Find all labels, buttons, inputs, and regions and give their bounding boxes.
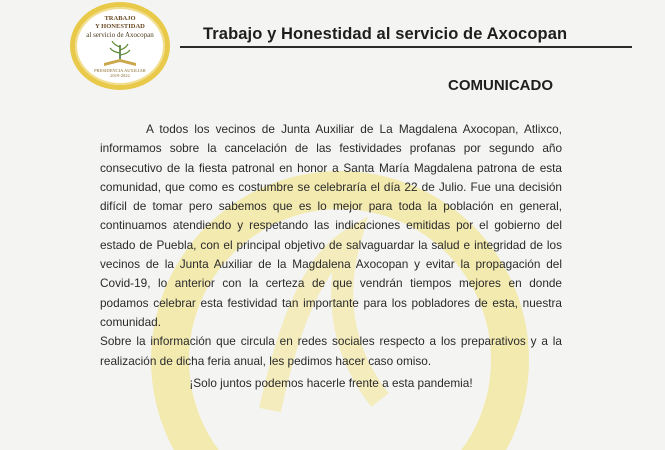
presidency-logo bbox=[70, 2, 170, 90]
paragraph-2: Sobre la información que circula en redes sociales respecto a los preparativos y a la realización de dicha feria anual, les pedimos hacer caso omiso. bbox=[100, 334, 562, 368]
paragraph-1 bbox=[100, 120, 562, 332]
header-divider bbox=[180, 46, 632, 48]
document-heading: COMUNICADO bbox=[448, 77, 553, 94]
statement-body bbox=[100, 120, 562, 371]
logo-line-5: 2019-2022 bbox=[110, 73, 130, 78]
closing-line: ¡Solo juntos podemos hacerle frente a esta pandemia! bbox=[189, 376, 473, 390]
wheat-book-icon bbox=[98, 41, 142, 67]
logo-line-3: al servicio de Axocopan bbox=[86, 31, 154, 39]
paragraph-1-text: A todos los vecinos de Junta Auxiliar de La Magdalena Axocopan, Atlixco, informamos sobre la cancelación de las festividades profanas por segundo año consecutivo de la fiesta patronal en honor a Santa María Magdalena patrona de esta comunidad, que como es costumbre se celebraría el día 22 de Julio. Fue una decisión difícil de tomar pero sabemos que es lo mejor para toda la población en general, continuamos atendiendo y respetando las indicaciones emitidas por el gobierno del estado de Puebla, con el principal objetivo de salvaguardar la salud e integridad de los vecinos de la Junta Auxiliar de la Magdalena Axocopan y evitar la propagación del Covid-19, lo anterior con la certeza de que vendrán tiempos mejores en donde podamos celebrar esta festividad tan importante para los pobladores de esta, nuestra comunidad. bbox=[100, 122, 562, 329]
logo-line-1: TRABAJO bbox=[104, 15, 136, 22]
logo-line-4: PRESIDENCIA AUXILIAR bbox=[94, 68, 146, 73]
logo-line-2: Y HONESTIDAD bbox=[95, 23, 145, 30]
header-slogan: Trabajo y Honestidad al servicio de Axocopan bbox=[203, 25, 568, 43]
